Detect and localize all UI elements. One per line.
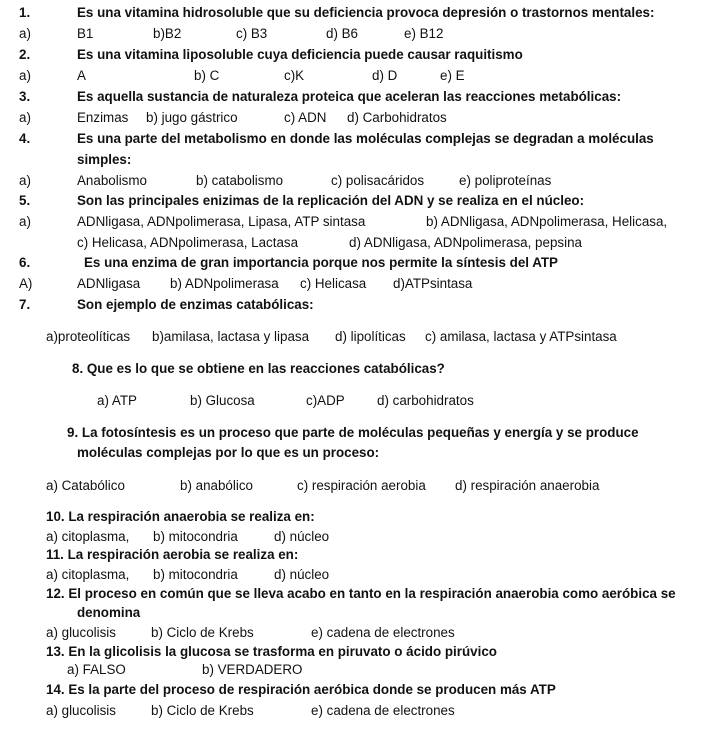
q3-option-a: Enzimas [77,110,129,125]
question-3-marker: a) [19,110,31,125]
q6-option-b: b) ADNpolimerasa [170,276,279,291]
q10-option-a: a) citoplasma, [46,529,130,544]
question-1-text: Es una vitamina hidrosoluble que su deficiencia provoca depresión o trastornos mentales: [77,5,655,20]
q5-option-b: b) ADNligasa, ADNpolimerasa, Helicasa, [426,214,668,229]
q6-option-d: d)ATPsintasa [393,276,473,291]
question-1-number: 1. [19,5,31,20]
question-10-text: 10. La respiración anaerobia se realiza en: [46,509,315,524]
q10-option-b: b) mitocondria [153,529,238,544]
question-4-text: Es una parte del metabolismo en donde las moléculas complejas se degradan a moléculas [77,131,654,146]
q9-option-c: c) respiración aerobia [297,478,426,493]
q11-option-d: d) núcleo [274,567,330,582]
q10-option-d: d) núcleo [274,529,330,544]
q3-option-b: b) jugo gástrico [146,110,238,125]
q11-option-a: a) citoplasma, [46,567,130,582]
q1-option-a: B1 [77,26,94,41]
q2-option-a: A [77,68,86,83]
question-12-text: 12. El proceso en común que se lleva acabo en tanto en la respiración anaerobia como aeróbica se [46,586,676,601]
q13-option-b: b) VERDADERO [202,662,303,677]
q9-option-a: a) Catabólico [46,478,125,493]
q3-option-d: d) Carbohidratos [347,110,447,125]
q4-option-c: c) polisacáridos [331,173,425,188]
q5-option-c: c) Helicasa, ADNpolimerasa, Lactasa [77,235,299,250]
question-13-text: 13. En la glicolisis la glucosa se trasforma en piruvato o ácido pirúvico [46,644,497,659]
q11-option-b: b) mitocondria [153,567,238,582]
q7-option-b: b)amilasa, lactasa y lipasa [152,329,310,344]
question-14-text: 14. Es la parte del proceso de respiración aeróbica donde se producen más ATP [46,682,556,697]
question-3-number: 3. [19,89,31,104]
question-9-text: 9. La fotosíntesis es un proceso que parte de moléculas pequeñas y energía y se produce [67,425,639,440]
q4-option-a: Anabolismo [77,173,147,188]
q12-option-e: e) cadena de electrones [311,625,455,640]
question-8-text: 8. Que es lo que se obtiene en las reacciones catabólicas? [72,361,445,376]
q8-option-a: a) ATP [97,393,137,408]
question-4-text-cont: simples: [77,152,132,167]
q2-option-b: b) C [194,68,220,83]
question-7-text: Son ejemplo de enzimas catabólicas: [77,297,314,312]
q5-option-a: ADNligasa, ADNpolimerasa, Lipasa, ATP sintasa [77,214,366,229]
q2-option-c: c)K [284,68,305,83]
question-5-number: 5. [19,193,31,208]
q8-option-d: d) carbohidratos [377,393,474,408]
q12-option-b: b) Ciclo de Krebs [151,625,254,640]
q13-option-a: a) FALSO [67,662,126,677]
question-3-text: Es aquella sustancia de naturaleza proteica que aceleran las reacciones metabólicas: [77,89,622,104]
q1-option-c: c) B3 [236,26,268,41]
question-7-number: 7. [19,297,31,312]
question-4-marker: a) [19,173,31,188]
question-4-number: 4. [19,131,31,146]
q14-option-a: a) glucolisis [46,703,116,718]
q1-option-b: b)B2 [153,26,182,41]
q14-option-e: e) cadena de electrones [311,703,455,718]
question-2-number: 2. [19,47,31,62]
q7-option-a: a)proteolíticas [46,329,131,344]
q2-option-e: e) E [440,68,465,83]
question-12-text-cont: denomina [77,605,141,620]
q9-option-b: b) anabólico [180,478,253,493]
question-6-text: Es una enzima de gran importancia porque nos permite la síntesis del ATP [84,255,558,270]
q4-option-b: b) catabolismo [196,173,284,188]
q6-option-a: ADNligasa [77,276,141,291]
q7-option-d: d) lipolíticas [335,329,406,344]
q2-option-d: d) D [372,68,398,83]
question-5-marker: a) [19,214,31,229]
question-9-text-cont: moléculas complejas por lo que es un proceso: [77,445,380,460]
question-5-text: Son las principales enizimas de la replicación del ADN y se realiza en el núcleo: [77,193,585,208]
q12-option-a: a) glucolisis [46,625,116,640]
q5-option-d: d) ADNligasa, ADNpolimerasa, pepsina [349,235,582,250]
q7-option-c: c) amilasa, lactasa y ATPsintasa [425,329,617,344]
question-6-marker: A) [19,276,33,291]
question-1-marker: a) [19,26,31,41]
q3-option-c: c) ADN [284,110,327,125]
q1-option-d: d) B6 [326,26,359,41]
q6-option-c: c) Helicasa [300,276,367,291]
q8-option-c: c)ADP [306,393,345,408]
question-2-marker: a) [19,68,31,83]
question-11-text: 11. La respiración aerobia se realiza en: [46,547,299,562]
q9-option-d: d) respiración anaerobia [455,478,600,493]
question-2-text: Es una vitamina liposoluble cuya deficiencia puede causar raquitismo [77,47,523,62]
q14-option-b: b) Ciclo de Krebs [151,703,254,718]
question-6-number: 6. [19,255,31,270]
q8-option-b: b) Glucosa [190,393,255,408]
q1-option-e: e) B12 [404,26,444,41]
q4-option-e: e) poliproteínas [459,173,552,188]
